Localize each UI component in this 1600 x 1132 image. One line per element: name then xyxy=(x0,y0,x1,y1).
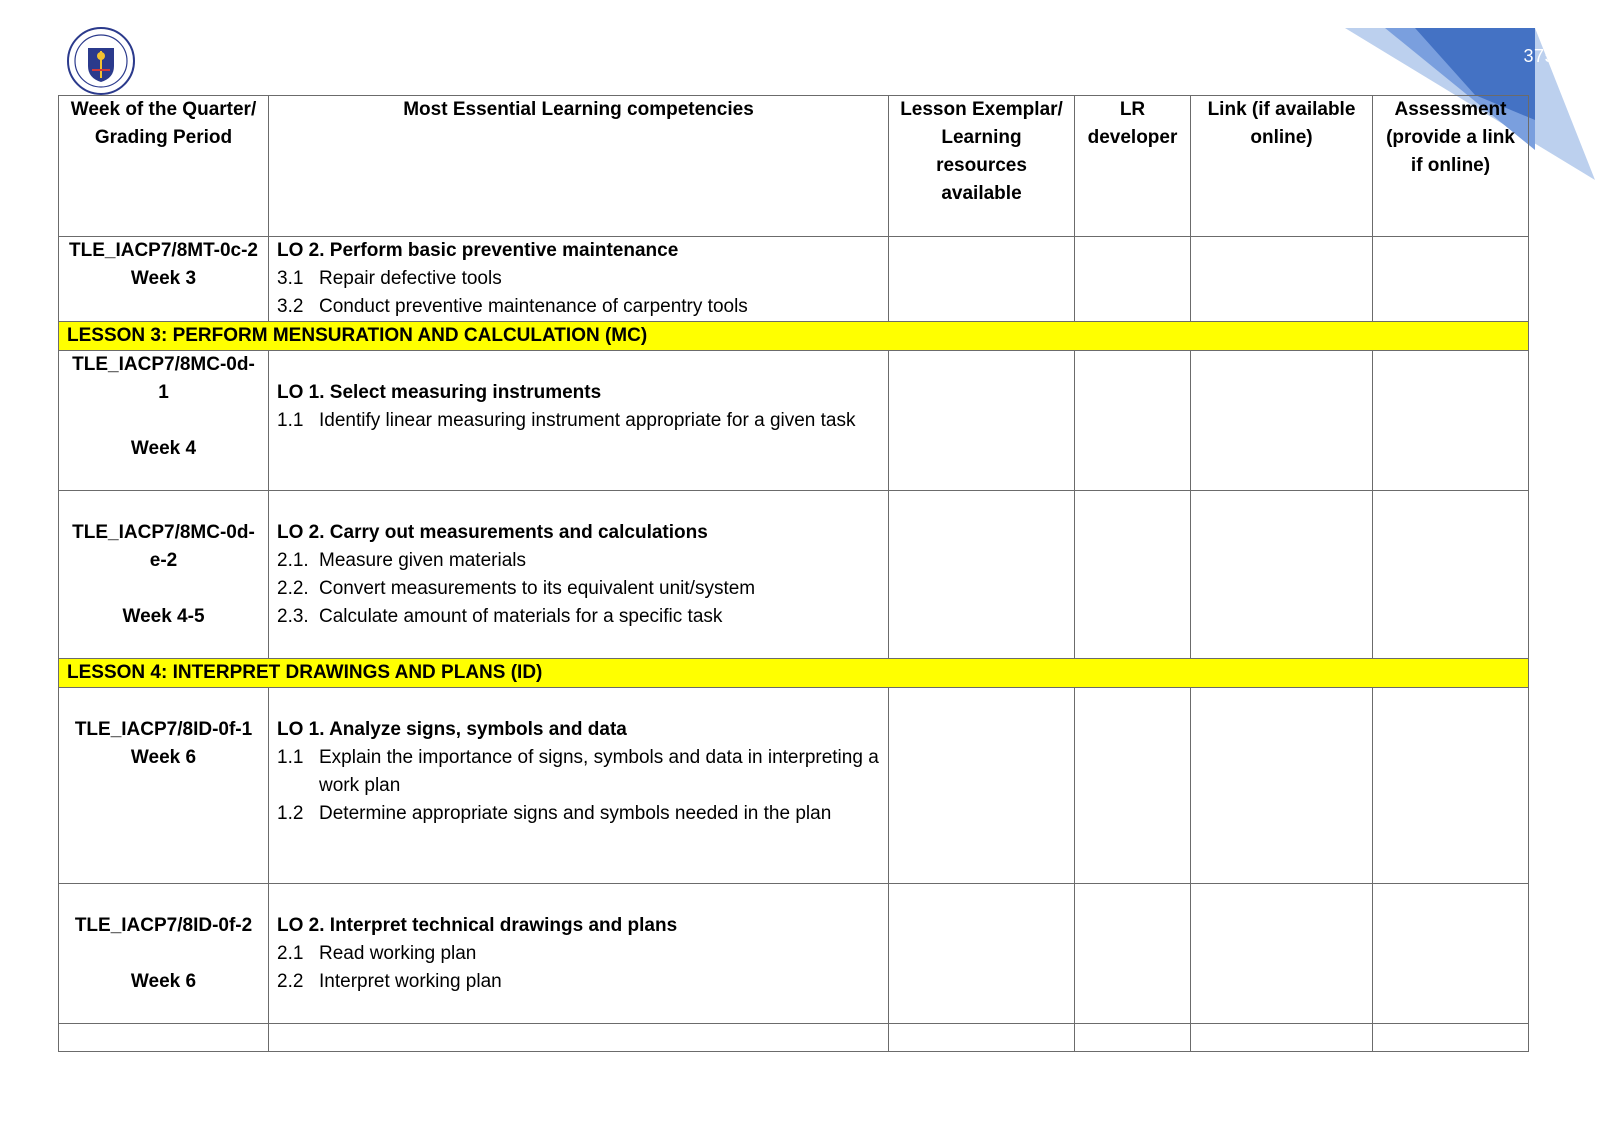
item-text: Convert measurements to its equivalent unit/system xyxy=(319,578,756,599)
col-competencies: Most Essential Learning competencies xyxy=(269,96,889,237)
competency-code: TLE_IACP7/8ID-0f-2 xyxy=(74,915,253,936)
table-row xyxy=(59,688,1529,884)
col-lr-developer: LR developer xyxy=(1075,96,1191,237)
spacer xyxy=(67,575,260,603)
empty-cell xyxy=(1075,491,1191,659)
table-row xyxy=(59,237,1529,322)
empty-cell xyxy=(1373,884,1529,1024)
table-row xyxy=(59,1024,1529,1052)
lesson-title: LESSON 4: INTERPRET DRAWINGS AND PLANS (ID) xyxy=(59,659,1529,688)
empty-cell xyxy=(1191,884,1373,1024)
week-label: Week 4 xyxy=(130,438,197,459)
item-text: Identify linear measuring instrument appropriate for a given task xyxy=(319,410,856,431)
empty-cell xyxy=(1191,1024,1373,1052)
item-text: Repair defective tools xyxy=(319,268,502,289)
empty-cell xyxy=(1191,237,1373,322)
item-text: Conduct preventive maintenance of carpentry tools xyxy=(319,296,748,317)
col-lesson-exemplar: Lesson Exemplar/ Learning resources available xyxy=(889,96,1075,237)
lesson-title: LESSON 3: PERFORM MENSURATION AND CALCULATION (MC) xyxy=(59,322,1529,351)
empty-cell xyxy=(1075,351,1191,491)
col-link: Link (if available online) xyxy=(1191,96,1373,237)
item-text: Calculate amount of materials for a specific task xyxy=(319,606,723,627)
week-label: Week 6 xyxy=(130,971,197,992)
item-text: Measure given materials xyxy=(319,550,526,571)
lo-title: LO 1. Select measuring instruments xyxy=(277,382,602,403)
week-label: Week 4-5 xyxy=(122,606,205,627)
empty-cell xyxy=(269,1024,889,1052)
list-item xyxy=(277,968,880,996)
item-number: 2.1 xyxy=(277,943,304,964)
empty-cell xyxy=(889,237,1075,322)
spacer xyxy=(67,491,260,519)
spacer xyxy=(67,407,260,435)
list-item xyxy=(277,575,880,603)
empty-cell xyxy=(1191,491,1373,659)
list-item xyxy=(277,603,880,631)
item-number: 2.1. xyxy=(277,550,309,571)
spacer xyxy=(277,351,880,379)
empty-cell xyxy=(889,351,1075,491)
empty-cell xyxy=(889,1024,1075,1052)
competency-code: TLE_IACP7/8MC-0d-1 xyxy=(72,354,255,403)
item-number: 3.1 xyxy=(277,268,304,289)
empty-cell xyxy=(1373,491,1529,659)
spacer xyxy=(277,491,880,519)
competency-code: TLE_IACP7/8MT-0c-2 xyxy=(69,240,258,261)
spacer xyxy=(277,688,880,716)
deped-seal-icon xyxy=(66,26,136,96)
empty-cell xyxy=(1191,688,1373,884)
competency-cell xyxy=(269,884,889,1024)
list-item xyxy=(277,547,880,575)
competency-code: TLE_IACP7/8ID-0f-1 xyxy=(74,719,253,740)
spacer xyxy=(67,884,260,912)
table-header-row xyxy=(59,96,1529,237)
table-row xyxy=(59,351,1529,491)
lesson-header-row xyxy=(59,659,1529,688)
empty-cell xyxy=(889,491,1075,659)
item-number: 1.1 xyxy=(277,747,304,768)
list-item xyxy=(277,293,880,321)
lesson-header-row xyxy=(59,322,1529,351)
item-text: Determine appropriate signs and symbols needed in the plan xyxy=(319,803,832,824)
week-label: Week 6 xyxy=(130,747,197,768)
item-text: Read working plan xyxy=(319,943,477,964)
empty-cell xyxy=(1075,1024,1191,1052)
week-cell xyxy=(59,351,269,491)
lo-title: LO 2. Interpret technical drawings and plans xyxy=(277,915,678,936)
item-number: 1.1 xyxy=(277,410,304,431)
spacer xyxy=(277,884,880,912)
item-number: 2.2. xyxy=(277,578,309,599)
table-row xyxy=(59,491,1529,659)
empty-cell xyxy=(1075,688,1191,884)
week-cell xyxy=(59,237,269,322)
spacer xyxy=(67,940,260,968)
competency-cell xyxy=(269,237,889,322)
competency-cell xyxy=(269,491,889,659)
empty-cell xyxy=(1075,884,1191,1024)
col-assessment: Assessment (provide a link if online) xyxy=(1373,96,1529,237)
competency-cell xyxy=(269,688,889,884)
empty-cell xyxy=(1373,237,1529,322)
empty-cell xyxy=(1075,237,1191,322)
competency-code: TLE_IACP7/8MC-0d-e-2 xyxy=(72,522,255,571)
page-number: 375 xyxy=(1523,46,1555,66)
col-week: Week of the Quarter/ Grading Period xyxy=(59,96,269,237)
week-cell xyxy=(59,688,269,884)
lo-title: LO 2. Perform basic preventive maintenance xyxy=(277,240,679,261)
lo-title: LO 2. Carry out measurements and calculations xyxy=(277,522,708,543)
mel-table xyxy=(58,95,1529,1052)
empty-cell xyxy=(1373,688,1529,884)
list-item xyxy=(277,940,880,968)
week-label: Week 3 xyxy=(130,268,197,289)
lo-title: LO 1. Analyze signs, symbols and data xyxy=(277,719,627,740)
empty-cell xyxy=(1373,1024,1529,1052)
item-text: Interpret working plan xyxy=(319,971,502,992)
item-number: 1.2 xyxy=(277,803,304,824)
empty-cell xyxy=(889,688,1075,884)
item-number: 3.2 xyxy=(277,296,304,317)
empty-cell xyxy=(59,1024,269,1052)
competency-cell xyxy=(269,351,889,491)
week-cell xyxy=(59,884,269,1024)
empty-cell xyxy=(1191,351,1373,491)
table-row xyxy=(59,884,1529,1024)
list-item xyxy=(277,407,880,435)
empty-cell xyxy=(1373,351,1529,491)
list-item xyxy=(277,265,880,293)
item-number: 2.2 xyxy=(277,971,304,992)
item-number: 2.3. xyxy=(277,606,309,627)
week-cell xyxy=(59,491,269,659)
spacer xyxy=(67,688,260,716)
item-text: Explain the importance of signs, symbols and data in interpreting a work plan xyxy=(319,747,879,796)
list-item xyxy=(277,744,880,800)
list-item xyxy=(277,800,880,828)
empty-cell xyxy=(889,884,1075,1024)
